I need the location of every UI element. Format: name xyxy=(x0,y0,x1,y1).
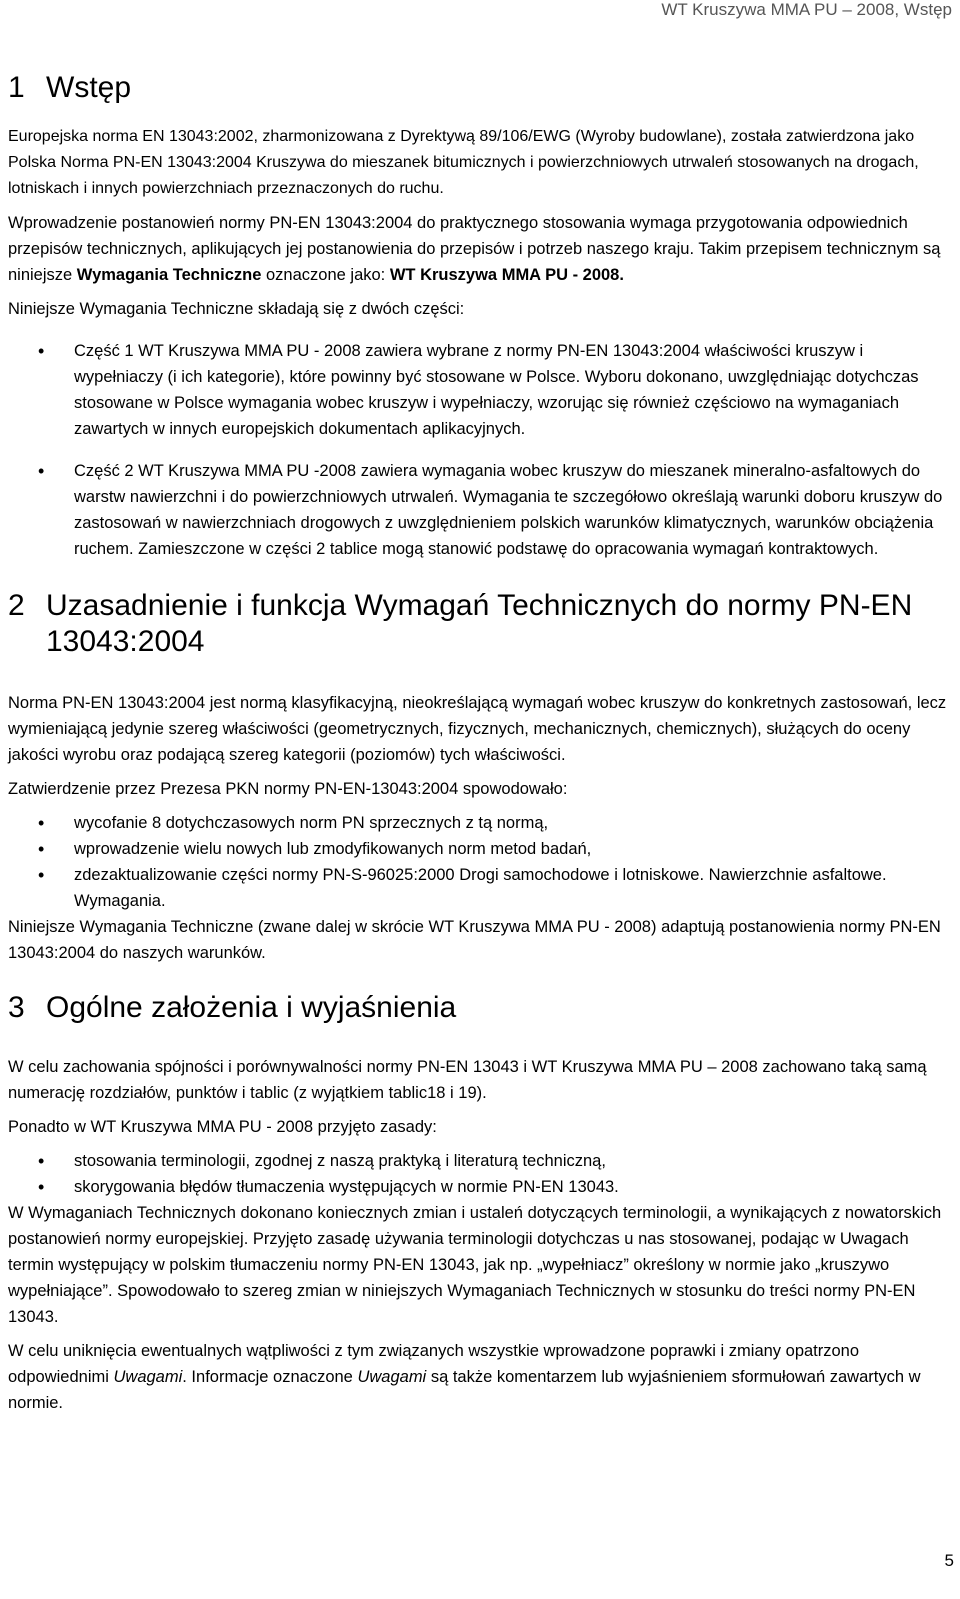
section-number: 3 xyxy=(8,991,25,1024)
paragraph: Europejska norma EN 13043:2002, zharmonizowana z Dyrektywą 89/106/EWG (Wyroby budowlane), została zatwierdzona jako Polska Norma PN-EN 13043:2004 Kruszywa do mieszanek bitumicznych i powierzchniowych utrwaleń stosowanych na drogach, lotniskach i innych powierzchniach przeznaczonych do ruchu. xyxy=(8,128,919,197)
paragraph: Zatwierdzenie przez Prezesa PKN normy PN-EN-13043:2004 spowodowało: xyxy=(8,780,568,798)
text-run: Wprowadzenie postanowień normy PN-EN 13043:2004 do praktycznego stosowania wymaga przygotowania odpowiednich przepisów technicznych, aplikujących jej postanowienia do przepisów i potrzeb naszego kraju. Takim przepisem technicznym są niniejsze xyxy=(8,214,941,284)
text-run: oznaczone jako: xyxy=(261,266,390,284)
list-item: • stosowania terminologii, zgodnej z naszą praktyką i literaturą techniczną, xyxy=(8,1148,952,1174)
section-title: Uzasadnienie i funkcja Wymagań Technicznych do normy PN-EN 13043:2004 xyxy=(46,589,913,658)
paragraph xyxy=(8,1338,952,1416)
paragraph: W celu zachowania spójności i porównywalności normy PN-EN 13043 i WT Kruszywa MMA PU – 2008 zachowano taką samą numerację rozdziałów, punktów i tablic (z wyjątkiem tablic18 i 19). xyxy=(8,1058,927,1102)
bullet-list xyxy=(8,1148,952,1200)
section-title: Ogólne założenia i wyjaśnienia xyxy=(46,991,457,1024)
italic-text: Uwagami xyxy=(357,1368,427,1386)
section-3-heading xyxy=(8,990,952,1026)
section-title: Wstęp xyxy=(46,71,132,104)
paragraph: W Wymaganiach Technicznych dokonano koniecznych zmian i ustaleń dotyczących terminologii, a wynikających z nowatorskich postanowień normy europejskiej. Przyjęto zasadę używania terminologii dotychczas u nas stosowanej, podając w Uwagach termin występujący w polskim tłumaczeniu normy PN-EN 13043, jak np. „wypełniacz” określony w normie jako „kruszywo wypełniające”. Spowodowało to szereg zmian w niniejszych Wymaganiach Technicznych w stosunku do treści normy PN-EN 13043. xyxy=(8,1204,942,1326)
list-item: • zdezaktualizowanie części normy PN-S-96025:2000 Drogi samochodowe i lotniskowe. Nawierzchnie asfaltowe. Wymagania. xyxy=(8,862,952,914)
paragraph: Niniejsze Wymagania Techniczne (zwane dalej w skrócie WT Kruszywa MMA PU - 2008) adaptują postanowienia normy PN-EN 13043:2004 do naszych warunków. xyxy=(8,918,941,962)
paragraph: Ponadto w WT Kruszywa MMA PU - 2008 przyjęto zasady: xyxy=(8,1118,437,1136)
list-item: • Część 2 WT Kruszywa MMA PU -2008 zawiera wymagania wobec kruszyw do mieszanek mineralno-asfaltowych do warstw nawierzchni i do powierzchniowych utrwaleń. Wymagania te szczegółowo określają warunki doboru kruszyw do zastosowań w nawierzchniach drogowych z uwzględnieniem polskich warunków klimatycznych, warunków obciążenia ruchem. Zamieszczone w części 2 tablice mogą stanowić podstawę do opracowania wymagań kontraktowych. xyxy=(8,458,952,562)
list-item: • Część 1 WT Kruszywa MMA PU - 2008 zawiera wybrane z normy PN-EN 13043:2004 właściwości kruszyw i wypełniaczy (i ich kategorie), które powinny być stosowane w Polsce. Wyboru dokonano, uwzględniając dotychczas stosowane w Polsce wymagania wobec kruszyw i wypełniaczy, wzorując się również częściowo na wymaganiach zawartych w innych europejskich dokumentach aplikacyjnych. xyxy=(8,338,952,442)
paragraph: Niniejsze Wymagania Techniczne składają się z dwóch części: xyxy=(8,300,465,318)
list-item: • skorygowania błędów tłumaczenia występujących w normie PN-EN 13043. xyxy=(8,1174,952,1200)
section-number: 2 xyxy=(8,589,25,622)
bold-text: Wymagania Techniczne xyxy=(76,266,262,284)
paragraph xyxy=(8,210,952,288)
page-number: 5 xyxy=(944,1551,954,1570)
section-1-heading xyxy=(8,70,952,106)
running-header: WT Kruszywa MMA PU – 2008, Wstęp xyxy=(661,0,952,19)
italic-text: Uwagami xyxy=(113,1368,183,1386)
bold-text: WT Kruszywa MMA PU - 2008. xyxy=(389,266,624,284)
bullet-list xyxy=(8,810,952,914)
list-item: • wprowadzenie wielu nowych lub zmodyfikowanych norm metod badań, xyxy=(8,836,952,862)
text-run: . Informacje oznaczone xyxy=(182,1368,358,1386)
section-2-heading xyxy=(8,588,952,660)
list-item: • wycofanie 8 dotychczasowych norm PN sprzecznych z tą normą, xyxy=(8,810,952,836)
page-body xyxy=(0,60,960,1416)
bullet-list xyxy=(8,338,952,562)
paragraph: Norma PN-EN 13043:2004 jest normą klasyfikacyjną, nieokreślającą wymagań wobec kruszyw do konkretnych zastosowań, lecz wymieniającą jedynie szereg właściwości (geometrycznych, fizycznych, mechanicznych, chemicznych), służących do oceny jakości wyrobu oraz podającą szereg kategorii (poziomów) tych właściwości. xyxy=(8,694,947,764)
text-run: W celu uniknięcia ewentualnych wątpliwości z tym związanych wszystkie wprowadzone poprawki i zmiany opatrzono odpowiednimi xyxy=(8,1342,860,1386)
section-number: 1 xyxy=(8,71,25,104)
text-run: są także komentarzem lub wyjaśnieniem sformułowań zawartych w normie. xyxy=(8,1368,921,1412)
